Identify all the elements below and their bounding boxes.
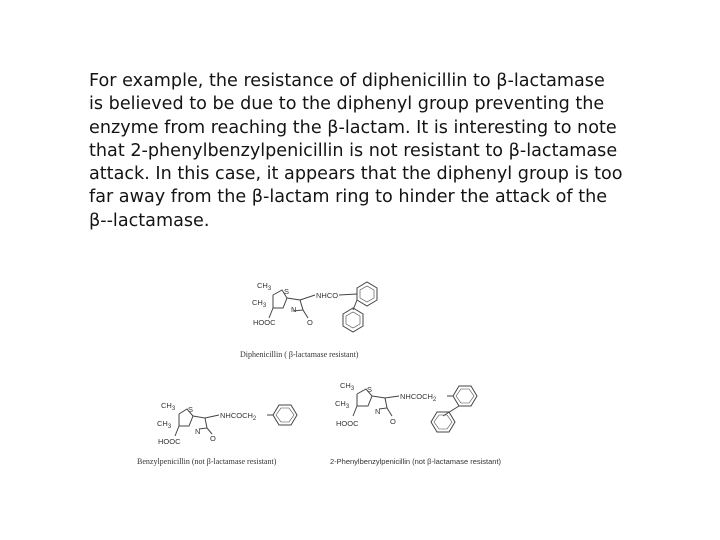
paragraph-line: attack. In this case, it appears that the diphenyl group is too (89, 164, 623, 185)
methyl-label: $CH_3$ (252, 298, 267, 309)
diphenicillin-caption: Diphenicillin ( β-lactamase resistant) (240, 350, 359, 359)
hooc-label: HOOC (253, 318, 276, 327)
oxygen-label: O (390, 417, 396, 426)
phenylbenzylpenicillin-caption: 2-Phenylbenzylpenicillin (not β-lactamase resistant) (330, 457, 502, 466)
phenyl-ring-inner (276, 408, 294, 422)
carboxyl-bond (269, 308, 273, 318)
sulfur-label: S (367, 385, 373, 394)
methyl-label: $CH_3$ (161, 401, 176, 412)
paragraph-line: For example, the resistance of diphenicillin to β-lactamase (89, 71, 605, 91)
carboxyl-bond (353, 406, 357, 416)
phenyl-ring-inner (360, 286, 374, 302)
nitrogen-label: N (375, 407, 381, 416)
amide-label: NHCO (316, 291, 339, 300)
phenyl-ring-inner (434, 415, 452, 429)
carbonyl-bond (387, 408, 392, 416)
paragraph-line: is believed to be due to the diphenyl group preventing the (89, 94, 605, 115)
amide-bond (205, 415, 219, 418)
nitrogen-label: N (291, 305, 297, 314)
benzylpenicillin-structure (155, 398, 305, 448)
paragraph-line: β--lactamase. (89, 210, 210, 231)
paragraph-line: enzyme from reaching the β-lactam. It is interesting to note (89, 117, 617, 138)
sulfur-label: S (284, 287, 290, 296)
phenyl-ring-inner (346, 312, 360, 328)
methyl-label: $CH_3$ (157, 419, 172, 430)
amide-label: $NHCOCH_2$ (400, 392, 437, 403)
methyl-label: $CH_3$ (257, 281, 272, 292)
amide-label: $NHCOCH_2$ (220, 411, 257, 422)
methyl-label: $CH_3$ (340, 381, 355, 392)
body-paragraph (89, 70, 649, 233)
oxygen-label: O (210, 434, 216, 443)
sulfur-label: S (188, 405, 194, 414)
methyl-label: $CH_3$ (335, 399, 350, 410)
diphenicillin-structure (245, 278, 395, 338)
carbonyl-bond (303, 310, 308, 318)
oxygen-label: O (307, 318, 313, 327)
aryl-bond (339, 294, 357, 295)
phenylbenzylpenicillin-structure (333, 378, 493, 458)
benzylpenicillin-caption: Benzylpenicillin (not β-lactamase resistant) (137, 457, 277, 466)
nitrogen-label: N (195, 427, 201, 436)
paragraph-line: that 2-phenylbenzylpenicillin is not resistant to β-lactamase (89, 140, 618, 161)
paragraph-line: far away from the β-lactam ring to hinder the attack of the (89, 187, 608, 208)
phenyl-ring-inner (456, 389, 474, 403)
carboxyl-bond (175, 426, 179, 436)
hooc-label: HOOC (336, 419, 359, 428)
amide-bond (300, 295, 315, 300)
hooc-label: HOOC (158, 437, 181, 446)
amide-bond (385, 396, 399, 398)
